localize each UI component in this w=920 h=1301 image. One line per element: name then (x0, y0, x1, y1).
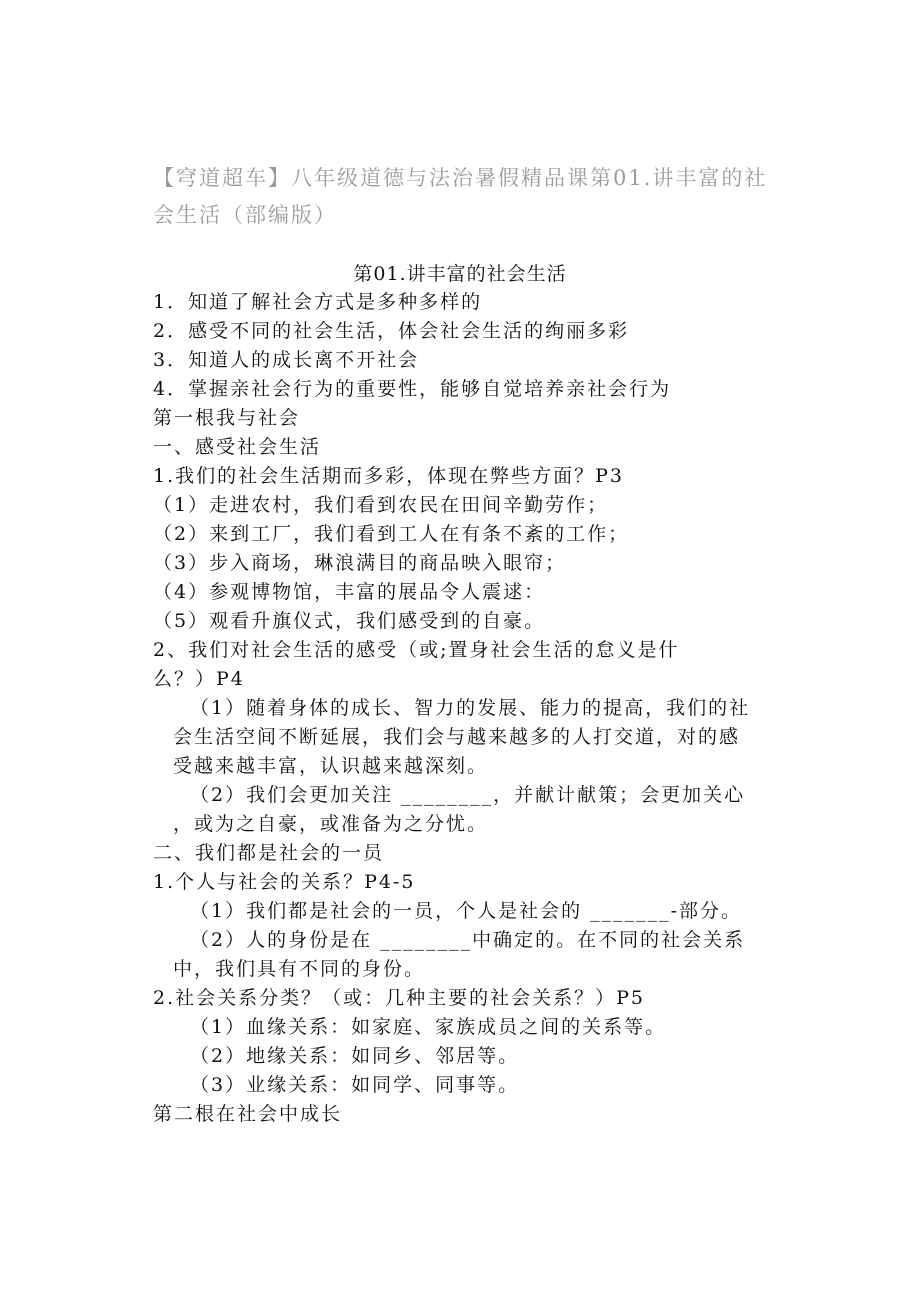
question-line-continued: 么？）P4 (153, 668, 245, 690)
answer-line: （5）观看升旗仪式，我们感受到的自豪。 (153, 610, 546, 632)
answer-line: （3）业缘关系：如同学、同事等。 (190, 1074, 520, 1096)
answer-line-continued: 中，我们具有不同的身份。 (173, 958, 426, 980)
question-line: 2、我们对社会生活的感受（或;置身社会生活的怠义是什 (153, 639, 680, 661)
answer-line: （1）血缘关系：如家庭、家族成员之间的关系等。 (190, 1016, 667, 1038)
objective-line: 3．知道人的成长离不开社会 (153, 349, 420, 371)
section-heading: 第二根在社会中成长 (153, 1103, 343, 1125)
objective-line: 4．掌握亲社会行为的重要性，能够自觉培养亲社会行为 (153, 378, 672, 400)
answer-line: （3）步入商场，琳浪满目的商品映入眼帘； (153, 552, 567, 574)
question-line: 2.社会关系分类？（或：几种主要的社会关系？）P5 (153, 987, 646, 1009)
subsection-heading: 一、感受社会生活 (153, 436, 322, 458)
fill-blank-line: （2）人的身份是在 ________中确定的。在不同的社会关系 (190, 929, 746, 951)
fill-blank-line: （1）我们都是社会的一员，个人是社会的 _______-部分。 (190, 900, 743, 922)
answer-line: （4）参观博物馆，丰富的展品令人震逑： (153, 581, 546, 603)
objective-line: 2．感受不同的社会生活，体会社会生活的绚丽多彩 (153, 320, 630, 342)
answer-line: （2）来到工厂，我们看到工人在有条不紊的工作； (153, 523, 630, 545)
question-line: 1.我们的社会生活期而多彩，体现在弊些方面？P3 (153, 465, 625, 487)
objective-line: 1．知道了解社会方式是多种多样的 (153, 291, 483, 313)
subsection-heading: 二、我们都是社会的一员 (153, 842, 385, 864)
document-header-title: 【穹道超车】八年级道德与法治暑假精品课第01.讲丰富的社会生活（部编版） (153, 166, 768, 227)
answer-line-continued: 受越来越丰富，认识越来越深刻。 (173, 755, 489, 777)
lesson-title: 第01.讲丰富的社会生活 (353, 263, 567, 285)
question-line: 1.个人与社会的关系？P4-5 (153, 871, 416, 893)
fill-blank-line-continued: ，或为之自豪，或准备为之分忧。 (173, 813, 489, 835)
answer-line-continued: 会生活空间不断延展，我们会与越来越多的人打交道，对的感 (173, 726, 741, 748)
section-heading: 第一根我与社会 (153, 407, 301, 429)
fill-blank-line: （2）我们会更加关注 ________，并献计献策；会更加关心 (190, 784, 746, 806)
answer-line: （2）地缘关系：如同乡、邻居等。 (190, 1045, 520, 1067)
answer-line: （1）走进农村，我们看到农民在田间辛勤劳作； (153, 494, 609, 516)
answer-line: （1）随着身体的成长、智力的发展、能力的提高，我们的社 (190, 697, 751, 719)
